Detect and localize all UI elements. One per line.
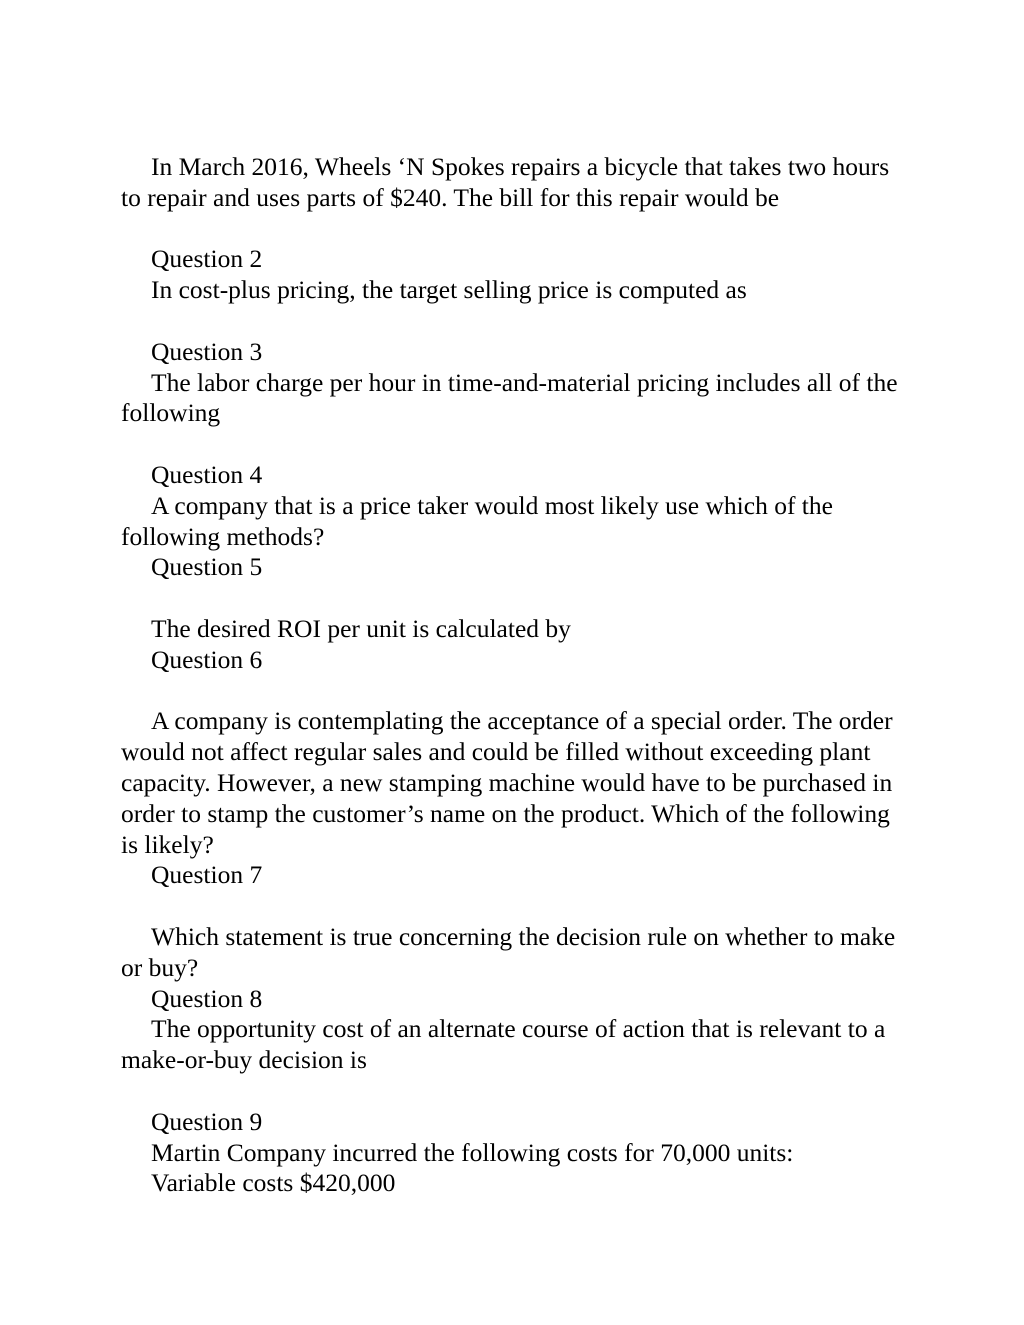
question-9-text: Martin Company incurred the following costs for 70,000 units: <box>151 1137 794 1167</box>
question-1-text: In March 2016, Wheels ‘N Spokes repairs a bicycle that takes two hours to repair and uses parts of $240. The bill for this repair would be <box>121 152 890 212</box>
question-9-label: Question 9 <box>151 1106 263 1136</box>
question-7-text: Which statement is true concerning the decision rule on whether to make or buy? <box>121 921 896 982</box>
spacer <box>121 1076 911 1107</box>
question-2-label: Question 2 <box>151 244 263 274</box>
question-5-label: Question 5 <box>151 552 263 582</box>
spacer <box>121 583 911 614</box>
question-4-text: A company that is a price taker would most likely use which of the following methods? <box>121 490 833 551</box>
question-6-text: A company is contemplating the acceptance of a special order. The order would not affect regular sales and could be filled without exceeding plant capacity. However, a new stamping machine would have to be purchased in order to stamp the customer’s name on the product. Which of the following is likely? <box>121 706 893 859</box>
question-3-label: Question 3 <box>151 336 263 366</box>
question-6-label: Question 6 <box>151 644 263 674</box>
question-3-text: The labor charge per hour in time-and-material pricing includes all of the following <box>121 367 898 428</box>
spacer <box>121 676 911 707</box>
question-7-label: Question 7 <box>151 860 263 890</box>
question-2-text: In cost-plus pricing, the target selling price is computed as <box>151 275 747 305</box>
spacer <box>121 306 911 337</box>
question-4-label: Question 4 <box>151 459 263 489</box>
spacer <box>121 891 911 922</box>
question-8-label: Question 8 <box>151 983 263 1013</box>
document-page <box>121 152 911 1199</box>
spacer <box>121 214 911 245</box>
question-9-line-2: Variable costs $420,000 <box>151 1168 396 1198</box>
question-8-text: The opportunity cost of an alternate course of action that is relevant to a make-or-buy decision is <box>121 1014 886 1075</box>
question-5-text: The desired ROI per unit is calculated by <box>151 613 571 643</box>
spacer <box>121 429 911 460</box>
